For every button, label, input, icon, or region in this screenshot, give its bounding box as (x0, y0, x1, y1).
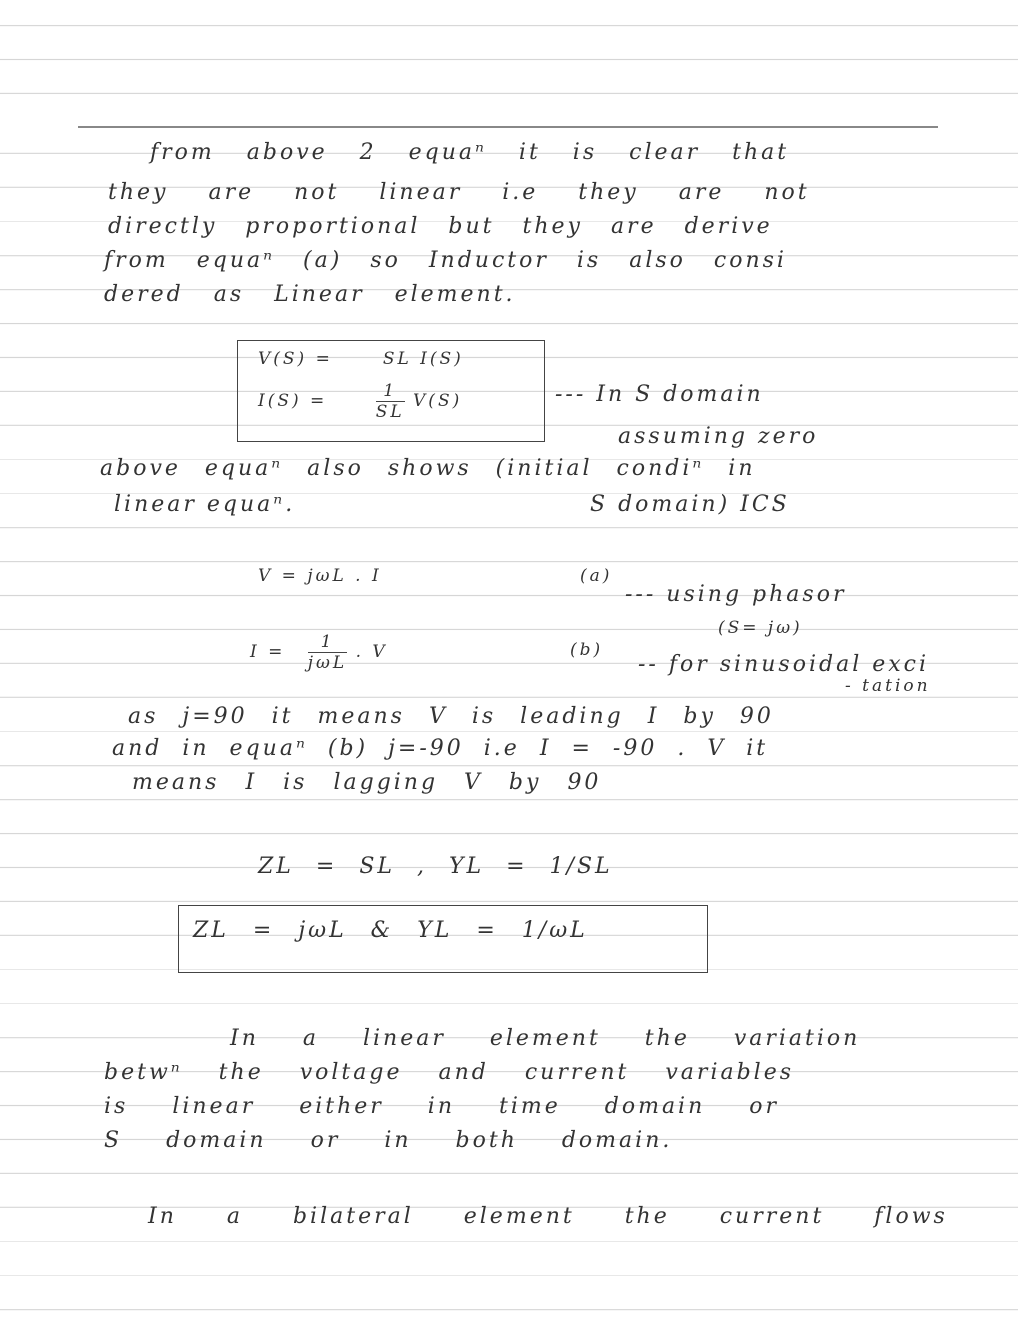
text-line: dered as Linear element. (104, 282, 516, 307)
text-line: In a bilateral element the current flows (148, 1204, 948, 1229)
s-domain-note: --- In S domain (555, 382, 764, 407)
text-line: means I is lagging V by 90 (132, 770, 602, 795)
text-line: linear equaⁿ. (114, 492, 296, 517)
text-line: is linear either in time domain or (104, 1094, 780, 1119)
box2-text: ZL = jωL & YL = 1/ωL (193, 918, 588, 943)
top-rule (78, 126, 938, 128)
text-line: directly proportional but they are derive (108, 214, 773, 239)
eq2-denominator: SL (375, 402, 405, 422)
text-line: betwⁿ the voltage and current variables (104, 1060, 795, 1085)
text-line: above equaⁿ also shows (initial condiⁿ in (100, 456, 756, 481)
eq2-rhs: V(S) (413, 391, 463, 411)
assuming-note: assuming zero (618, 424, 819, 449)
phasor-note-2: (S= jω) (718, 618, 803, 638)
text-line: from above 2 equaⁿ it is clear that (150, 140, 790, 165)
eq1-rhs: SL I(S) (382, 349, 464, 369)
text-line: as j=90 it means V is leading I by 90 (128, 704, 774, 729)
text-line: and in equaⁿ (b) j=-90 i.e I = -90 . V it (112, 736, 769, 761)
eq2-numerator: 1 (376, 381, 405, 402)
label-b: (b) (570, 640, 604, 660)
eq-b-lhs: I = (250, 642, 286, 662)
phasor-note: --- using phasor (625, 582, 847, 607)
eq2-lhs: I(S) = (258, 391, 328, 411)
text-line: they are not linear i.e they are not (108, 180, 810, 205)
s-domain-equation-box (237, 340, 545, 442)
impedance-eq: ZL = SL , YL = 1/SL (258, 854, 613, 879)
eq1-lhs: V(S) = (258, 349, 333, 369)
text-line: S domain or in both domain. (104, 1128, 673, 1153)
eq-b-denominator: jωL (307, 653, 348, 673)
phasor-eq-a: V = jωL . I (258, 566, 382, 586)
text-line: In a linear element the variation (230, 1026, 861, 1051)
sinusoidal-note: -- for sinusoidal exci (638, 652, 930, 677)
sinusoidal-note-2: - tation (845, 676, 931, 696)
eq-b-numerator: 1 (308, 632, 347, 653)
text-line: from equaⁿ (a) so Inductor is also consi (104, 248, 787, 273)
text-line: S domain) ICS (590, 492, 790, 517)
phasor-impedance-box (178, 905, 708, 973)
eq-b-rhs: . V (355, 642, 388, 662)
label-a: (a) (580, 566, 613, 586)
